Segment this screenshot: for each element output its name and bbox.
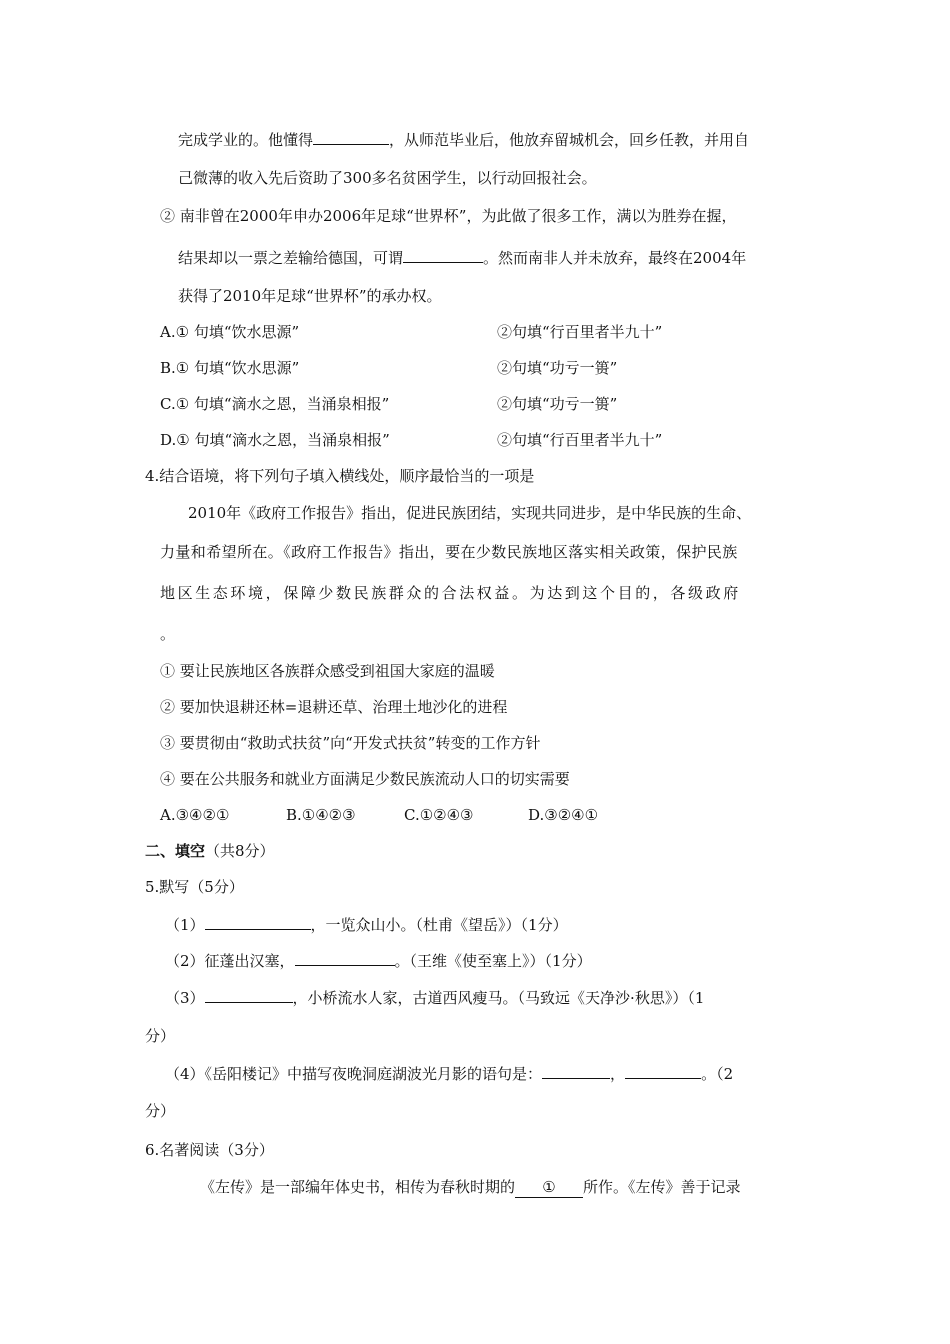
q4-passage-1: 2010年《政府工作报告》指出，促进民族团结，实现共同进步，是中华民族的生命、 <box>188 504 752 522</box>
q5-item-2-text: （2）征蓬出汉塞， <box>165 952 295 970</box>
answer-blank[interactable] <box>205 913 311 930</box>
answer-blank[interactable]: ① <box>515 1177 583 1198</box>
option-b-left: B.① 句填“饮水思源” <box>160 359 300 377</box>
option-d-left: D.① 句填“滴水之恩，当涌泉相报” <box>160 431 390 449</box>
q5-item-4-cont: 分） <box>145 1102 176 1120</box>
q6-passage-1 <box>200 1177 741 1198</box>
q4-passage-2: 力量和希望所在。《政府工作报告》指出，要在少数民族地区落实相关政策，保护民族 <box>160 543 738 561</box>
q5-item-3-cont: 分） <box>145 1027 176 1045</box>
option-c-left: C.① 句填“滴水之恩，当涌泉相报” <box>160 395 390 413</box>
q5-stem: 5.默写（5分） <box>145 878 244 896</box>
q5-item-1 <box>165 913 568 935</box>
q4-choice-a: A.③④②① <box>160 806 230 824</box>
answer-blank[interactable] <box>295 949 395 966</box>
option-b-right: ②句填“功亏一篑” <box>497 359 618 377</box>
q4-item-4: ④ 要在公共服务和就业方面满足少数民族流动人口的切实需要 <box>160 770 570 788</box>
q3-line-1 <box>178 128 749 150</box>
q5-item-4-comma: ， <box>610 1065 626 1083</box>
q5-item-4-text: （4）《岳阳楼记》中描写夜晚洞庭湖波光月影的语句是： <box>165 1065 543 1083</box>
section-2-title: 二、填空 <box>145 842 206 860</box>
q4-stem: 4.结合语境，将下列句子填入横线处，顺序最恰当的一项是 <box>145 467 535 485</box>
q3-line-2: 己微薄的收入先后资助了300多名贫困学生，以行动回报社会。 <box>178 169 597 187</box>
section-2-score: （共8分） <box>205 842 275 860</box>
q3-line-3: ② 南非曾在2000年申办2006年足球“世界杯”，为此做了很多工作，满以为胜券在握， <box>160 207 737 225</box>
q3-line-5: 获得了2010年足球“世界杯”的承办权。 <box>178 287 442 305</box>
q5-item-3-number: （3） <box>165 989 205 1007</box>
q5-item-4-score: 。（2 <box>701 1065 734 1083</box>
q3-line-4-a: 结果却以一票之差输给德国，可谓 <box>178 249 404 267</box>
q3-line-4-b: 。然而南非人并未放弃，最终在2004年 <box>483 249 747 267</box>
section-2-heading <box>145 841 275 861</box>
q5-item-3-text: ，小桥流水人家，古道西风瘦马。（马致远《天净沙·秋思》）（1 <box>292 989 705 1007</box>
answer-blank[interactable] <box>313 128 389 145</box>
q5-item-2-source: 。（王维《使至塞上》）（1分） <box>394 952 592 970</box>
q4-passage-3: 地区生态环境，保障少数民族群众的合法权益。为达到这个目的，各级政府 <box>160 584 741 602</box>
q4-passage-4: 。 <box>160 625 176 643</box>
q5-item-3 <box>165 986 704 1008</box>
answer-blank[interactable] <box>205 986 293 1003</box>
q3-line-1-a: 完成学业的。他懂得 <box>178 131 314 149</box>
q3-line-1-b: ，从师范毕业后，他放弃留城机会，回乡任教，并用自 <box>389 131 750 149</box>
option-a-right: ②句填“行百里者半九十” <box>497 323 663 341</box>
q5-item-2 <box>165 949 592 971</box>
q5-item-1-text: ，一览众山小。（杜甫《望岳》）（1分） <box>310 916 568 934</box>
q4-item-1: ① 要让民族地区各族群众感受到祖国大家庭的温暖 <box>160 662 495 680</box>
q3-line-4 <box>178 246 746 268</box>
option-c-right: ②句填“功亏一篑” <box>497 395 618 413</box>
q6-passage-1-a: 《左传》是一部编年体史书，相传为春秋时期的 <box>200 1178 516 1196</box>
q4-item-2: ② 要加快退耕还林=退耕还草、治理土地沙化的进程 <box>160 698 508 716</box>
answer-blank[interactable] <box>625 1062 701 1079</box>
q6-stem: 6.名著阅读（3分） <box>145 1141 274 1159</box>
option-d-right: ②句填“行百里者半九十” <box>497 431 663 449</box>
option-a-left: A.① 句填“饮水思源” <box>160 323 300 341</box>
q4-choice-b: B.①④②③ <box>286 806 356 824</box>
q4-item-3: ③ 要贯彻由“救助式扶贫”向“开发式扶贫”转变的工作方针 <box>160 734 541 752</box>
q4-choice-d: D.③②④① <box>528 806 599 824</box>
q4-choice-c: C.①②④③ <box>404 806 474 824</box>
q6-passage-1-b: 所作。《左传》善于记录 <box>583 1178 741 1196</box>
answer-blank[interactable] <box>542 1062 610 1079</box>
q5-item-1-number: （1） <box>165 916 205 934</box>
answer-blank[interactable] <box>403 246 483 263</box>
q5-item-4 <box>165 1062 733 1084</box>
